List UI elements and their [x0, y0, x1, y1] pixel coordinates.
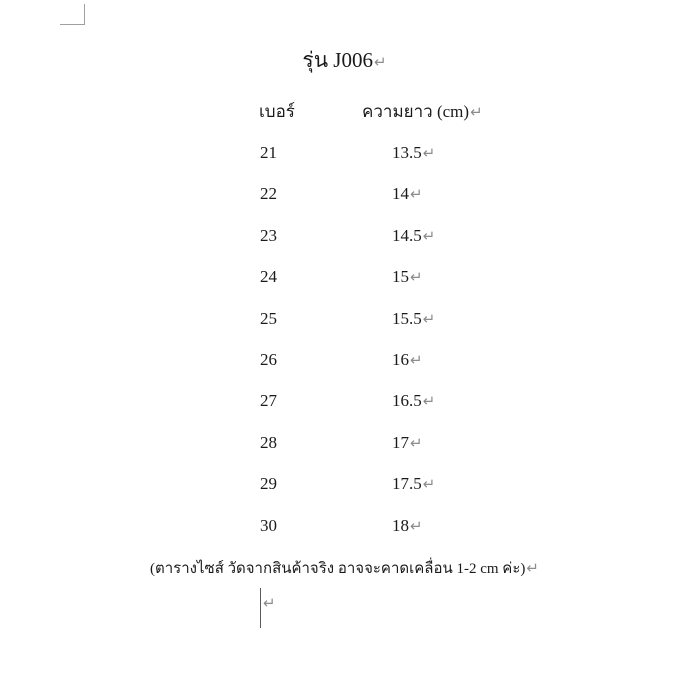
length-cell — [392, 391, 435, 411]
size-header-text: เบอร์ — [259, 102, 295, 121]
size-note — [0, 556, 689, 580]
length-cell — [392, 350, 423, 370]
length-value: 16 — [392, 350, 409, 369]
empty-paragraph[interactable] — [262, 594, 276, 613]
note-text: (ตารางไซส์ วัดจากสินค้าจริง อาจจะคาดเคลื่อน 1-2 cm ค่ะ) — [150, 561, 526, 577]
page-corner-mark — [60, 4, 85, 25]
table-row — [0, 516, 689, 544]
length-value: 14.5 — [392, 225, 422, 245]
length-cell — [392, 143, 435, 163]
paragraph-mark-icon: ↵ — [263, 594, 276, 612]
length-column-header — [362, 98, 483, 125]
table-row — [0, 143, 689, 171]
size-cell: 24 — [260, 267, 277, 287]
paragraph-mark-icon: ↵ — [410, 268, 423, 287]
size-cell: 28 — [260, 432, 277, 452]
table-row — [0, 350, 689, 378]
paragraph-mark-icon: ↵ — [410, 433, 423, 452]
length-value: 15 — [392, 267, 409, 287]
document-title — [0, 44, 689, 77]
length-cell — [392, 516, 423, 536]
paragraph-mark-icon: ↵ — [422, 309, 436, 328]
paragraph-mark-icon: ↵ — [410, 351, 423, 369]
length-cell — [392, 184, 423, 204]
paragraph-mark-icon: ↵ — [373, 53, 387, 71]
table-row — [0, 391, 689, 419]
paragraph-mark-icon: ↵ — [470, 103, 483, 121]
paragraph-mark-icon: ↵ — [410, 516, 423, 535]
size-cell: 25 — [260, 308, 277, 328]
title-text: รุ่น J006 — [302, 48, 373, 72]
size-cell: 27 — [260, 391, 277, 411]
size-cell: 21 — [260, 143, 277, 162]
length-value: 17 — [392, 432, 409, 452]
length-cell — [392, 226, 435, 246]
size-cell: 30 — [260, 515, 277, 535]
length-cell — [392, 433, 423, 453]
size-cell: 29 — [260, 474, 277, 494]
paragraph-mark-icon: ↵ — [422, 475, 436, 494]
table-row — [0, 309, 689, 337]
paragraph-mark-icon: ↵ — [422, 144, 436, 162]
table-row — [0, 226, 689, 254]
table-row — [0, 433, 689, 461]
size-cell: 26 — [260, 350, 277, 369]
length-value: 17.5 — [392, 474, 422, 494]
paragraph-mark-icon: ↵ — [422, 226, 436, 245]
text-cursor — [260, 588, 261, 628]
paragraph-mark-icon: ↵ — [422, 392, 436, 411]
length-cell — [392, 267, 423, 287]
length-value: 13.5 — [392, 143, 422, 162]
length-cell — [392, 474, 435, 494]
length-cell — [392, 309, 435, 329]
table-row — [0, 267, 689, 295]
size-column-header — [259, 98, 295, 125]
length-value: 14 — [392, 184, 409, 204]
size-cell: 23 — [260, 225, 277, 245]
size-cell: 22 — [260, 184, 277, 204]
paragraph-mark-icon: ↵ — [526, 559, 539, 577]
table-row — [0, 184, 689, 212]
paragraph-mark-icon: ↵ — [410, 185, 423, 204]
length-value: 18 — [392, 515, 409, 535]
table-row — [0, 474, 689, 502]
length-value: 15.5 — [392, 308, 422, 328]
length-value: 16.5 — [392, 391, 422, 411]
length-header-text: ความยาว (cm) — [362, 102, 470, 121]
